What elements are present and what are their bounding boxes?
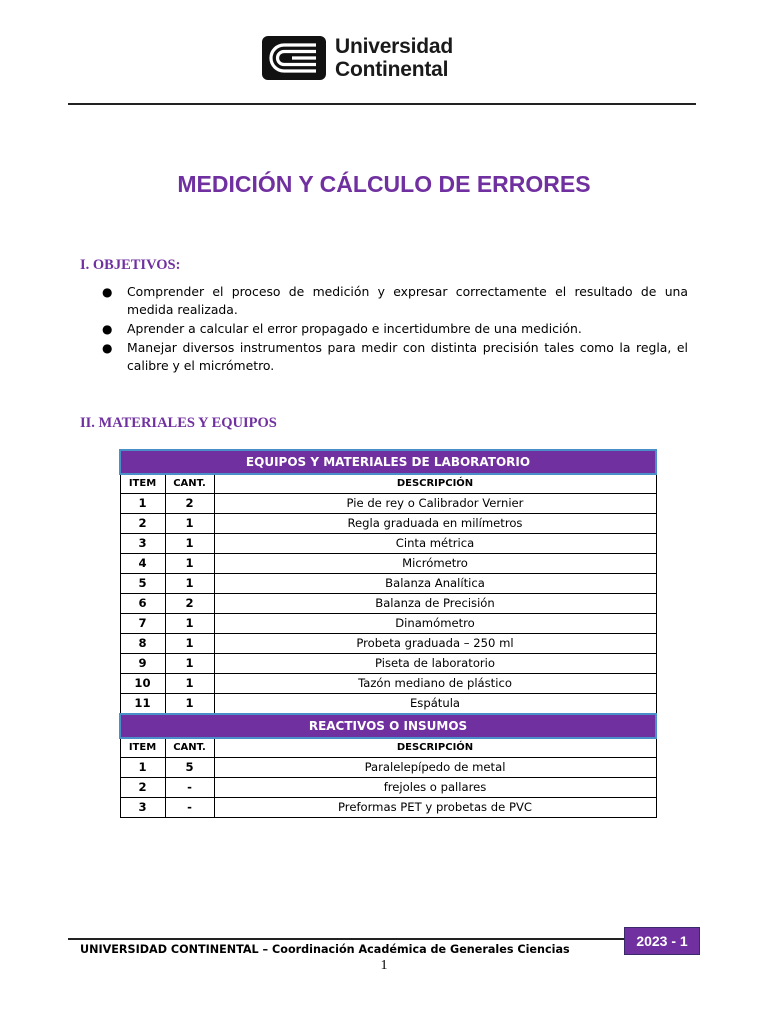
cell-desc: Paralelepípedo de metal	[214, 758, 656, 778]
cell-item: 7	[120, 614, 165, 634]
cell-item: 11	[120, 694, 165, 715]
cell-cant: 1	[165, 554, 214, 574]
cell-item: 2	[120, 778, 165, 798]
table-row	[120, 514, 656, 534]
footer-text: UNIVERSIDAD CONTINENTAL – Coordinación Académica de Generales Ciencias	[80, 943, 570, 956]
cell-cant: 5	[165, 758, 214, 778]
cell-desc: Cinta métrica	[214, 534, 656, 554]
table-row	[120, 798, 656, 818]
col-header-item: ITEM	[120, 738, 165, 758]
logo-line-2: Continental	[335, 58, 449, 81]
cell-desc: Espátula	[214, 694, 656, 715]
cell-item: 4	[120, 554, 165, 574]
bullet-icon: ●	[102, 285, 113, 299]
cell-item: 10	[120, 674, 165, 694]
cell-desc: Tazón mediano de plástico	[214, 674, 656, 694]
cell-desc: Balanza de Precisión	[214, 594, 656, 614]
page-number: 1	[380, 958, 388, 973]
document-title: MEDICIÓN Y CÁLCULO DE ERRORES	[177, 171, 591, 197]
table-row	[120, 634, 656, 654]
cell-cant: 1	[165, 694, 214, 715]
cell-item: 6	[120, 594, 165, 614]
cell-item: 1	[120, 494, 165, 514]
university-logo	[262, 35, 453, 81]
objectives-heading: I. OBJETIVOS:	[80, 257, 181, 273]
cell-cant: 1	[165, 654, 214, 674]
objective-text: Comprender el proceso de medición y expresar correctamente el resultado de una medida realizada.	[127, 284, 688, 317]
cell-item: 2	[120, 514, 165, 534]
cell-cant: -	[165, 778, 214, 798]
table-row	[120, 554, 656, 574]
materials-table	[119, 449, 657, 818]
cell-cant: -	[165, 798, 214, 818]
materials-heading: II. MATERIALES Y EQUIPOS	[80, 415, 277, 431]
col-header-cant: CANT.	[165, 474, 214, 494]
table-header-row	[120, 474, 656, 494]
objective-item	[100, 320, 688, 338]
cell-cant: 1	[165, 514, 214, 534]
table-row	[120, 674, 656, 694]
col-header-cant: CANT.	[165, 738, 214, 758]
cell-desc: Dinamómetro	[214, 614, 656, 634]
cell-desc: Pie de rey o Calibrador Vernier	[214, 494, 656, 514]
table-row	[120, 654, 656, 674]
objective-text: Aprender a calcular el error propagado e incertidumbre de una medición.	[127, 321, 582, 336]
cell-cant: 2	[165, 494, 214, 514]
table-row	[120, 534, 656, 554]
cell-desc: Balanza Analítica	[214, 574, 656, 594]
table-row	[120, 778, 656, 798]
cell-cant: 1	[165, 534, 214, 554]
table-row	[120, 594, 656, 614]
cell-cant: 1	[165, 574, 214, 594]
cell-item: 3	[120, 534, 165, 554]
cell-item: 8	[120, 634, 165, 654]
cell-desc: Regla graduada en milímetros	[214, 514, 656, 534]
bullet-icon: ●	[102, 341, 113, 355]
cell-item: 5	[120, 574, 165, 594]
band-label: EQUIPOS Y MATERIALES DE LABORATORIO	[120, 450, 656, 474]
table-row	[120, 614, 656, 634]
cell-desc: Micrómetro	[214, 554, 656, 574]
uc-logo-icon	[262, 36, 326, 80]
cell-desc: Preformas PET y probetas de PVC	[214, 798, 656, 818]
table-row	[120, 494, 656, 514]
objective-text: Manejar diversos instrumentos para medir con distinta precisión tales como la regla, el calibre y el micrómetro.	[127, 340, 688, 373]
table-header-row	[120, 738, 656, 758]
logo-line-1: Universidad	[335, 35, 454, 58]
table-band-equipos	[120, 450, 656, 474]
cell-item: 9	[120, 654, 165, 674]
col-header-desc: DESCRIPCIÓN	[214, 474, 656, 494]
col-header-item: ITEM	[120, 474, 165, 494]
objectives-list	[100, 283, 688, 376]
cell-cant: 1	[165, 614, 214, 634]
objective-item	[100, 339, 688, 375]
table-row	[120, 574, 656, 594]
cell-item: 1	[120, 758, 165, 778]
cell-cant: 1	[165, 674, 214, 694]
header-divider	[68, 103, 696, 105]
table-band-reactivos	[120, 714, 656, 738]
bullet-icon: ●	[102, 322, 113, 336]
col-header-desc: DESCRIPCIÓN	[214, 738, 656, 758]
table-row	[120, 694, 656, 715]
table-row	[120, 758, 656, 778]
cell-cant: 1	[165, 634, 214, 654]
cell-item: 3	[120, 798, 165, 818]
objective-item	[100, 283, 688, 319]
band-label: REACTIVOS O INSUMOS	[120, 714, 656, 738]
cell-cant: 2	[165, 594, 214, 614]
cell-desc: Probeta graduada – 250 ml	[214, 634, 656, 654]
footer-divider	[68, 938, 624, 940]
cell-desc: frejoles o pallares	[214, 778, 656, 798]
year-badge: 2023 - 1	[624, 927, 700, 955]
cell-desc: Piseta de laboratorio	[214, 654, 656, 674]
